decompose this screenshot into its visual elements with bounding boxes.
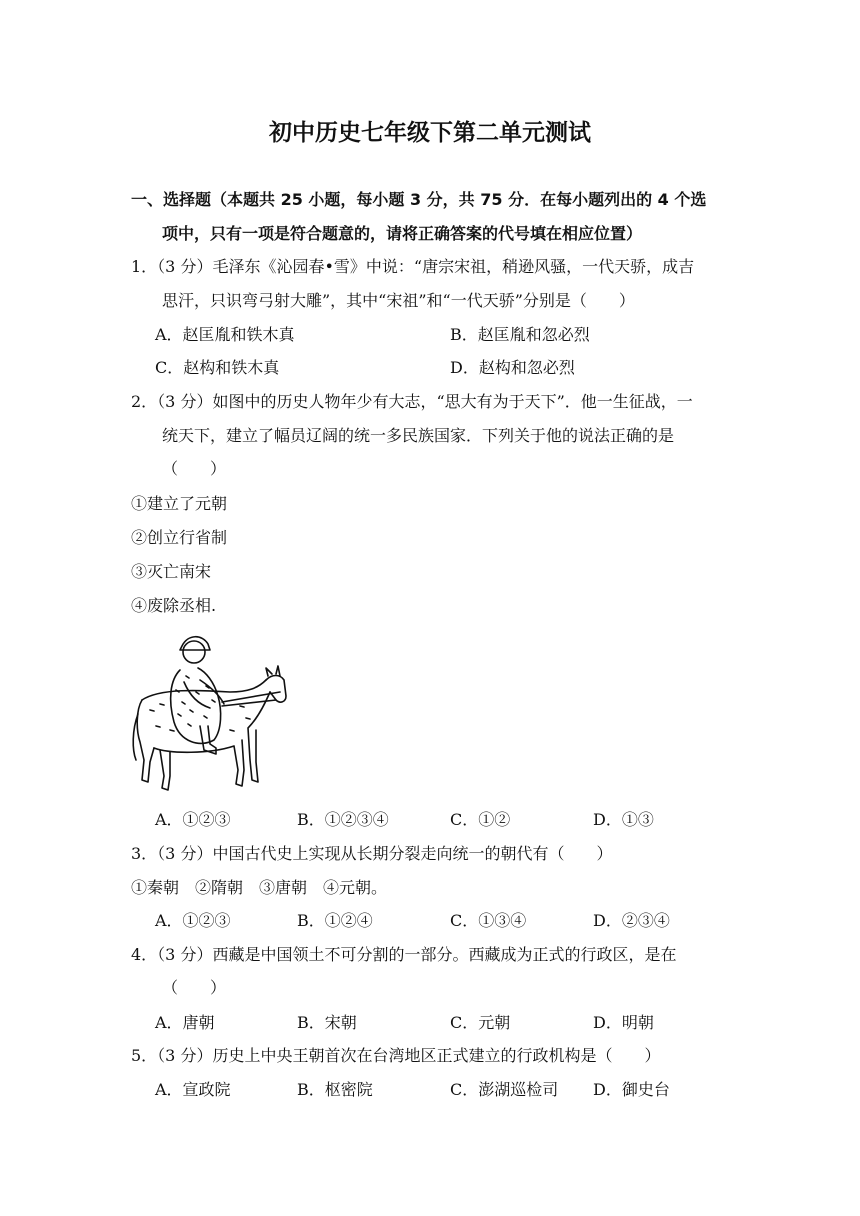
q3-stem-line2: ①秦朝 ②隋朝 ③唐朝 ④元朝。 (131, 878, 388, 897)
q2-statement-2: ②创立行省制 (131, 528, 228, 547)
q2-option-a: A．①②③ (155, 810, 231, 829)
q2-stem-line1: 2．（3 分）如图中的历史人物年少有大志，“思大有为于天下”．他一生征战，一 (131, 392, 693, 411)
q3-option-d: D．②③④ (593, 911, 670, 930)
q4-option-d: D．明朝 (593, 1013, 654, 1032)
q3-option-a: A．①②③ (155, 911, 231, 930)
q5-option-b: B．枢密院 (297, 1080, 373, 1099)
q2-statement-3: ③灭亡南宋 (131, 562, 212, 581)
page-title: 初中历史七年级下第二单元测试 (269, 120, 591, 146)
q2-stem-line2: 统天下，建立了幅员辽阔的统一多民族国家．下列关于他的说法正确的是 (162, 426, 675, 445)
q5-option-c: C．澎湖巡检司 (450, 1080, 559, 1099)
q2-statement-1: ①建立了元朝 (131, 494, 228, 513)
q3-stem-line1: 3．（3 分）中国古代史上实现从长期分裂走向统一的朝代有（ ） (131, 844, 613, 863)
q1-option-b: B．赵匡胤和忽必烈 (450, 325, 590, 344)
q1-option-c: C．赵构和铁木真 (155, 358, 280, 377)
q4-stem-line1: 4．（3 分）西藏是中国领土不可分割的一部分。西藏成为正式的行政区，是在 (131, 945, 677, 964)
q4-option-b: B．宋朝 (297, 1013, 357, 1032)
q3-option-b: B．①②④ (297, 911, 373, 930)
q4-option-a: A．唐朝 (155, 1013, 215, 1032)
q1-stem-line1: 1．（3 分）毛泽东《沁园春•雪》中说：“唐宗宋祖，稍逊风骚，一代天骄，成吉 (131, 257, 695, 276)
q2-option-d: D．①③ (593, 810, 654, 829)
q1-stem-line2: 思汗，只识弯弓射大雕”，其中“宋祖”和“一代天骄”分别是（ ） (162, 291, 635, 310)
q2-option-c: C．①② (450, 810, 511, 829)
q5-option-a: A．宣政院 (155, 1080, 231, 1099)
genghis-khan-on-horse-image (130, 630, 290, 795)
q2-stem-line3: （ ） (162, 459, 227, 478)
q3-option-c: C．①③④ (450, 911, 527, 930)
q2-statement-4: ④废除丞相. (131, 596, 217, 615)
q2-option-b: B．①②③④ (297, 810, 389, 829)
q5-option-d: D．御史台 (593, 1080, 670, 1099)
q5-stem-line1: 5．（3 分）历史上中央王朝首次在台湾地区正式建立的行政机构是（ ） (131, 1046, 661, 1065)
q4-option-c: C．元朝 (450, 1013, 511, 1032)
q1-option-d: D．赵构和忽必烈 (450, 358, 575, 377)
section-heading-line1: 一、选择题（本题共 25 小题，每小题 3 分，共 75 分．在每小题列出的 4 个选 (131, 190, 707, 209)
q1-option-a: A．赵匡胤和铁木真 (155, 325, 295, 344)
q4-stem-line2: （ ） (162, 978, 227, 997)
section-heading-line2: 项中，只有一项是符合题意的，请将正确答案的代号填在相应位置） (162, 224, 643, 243)
